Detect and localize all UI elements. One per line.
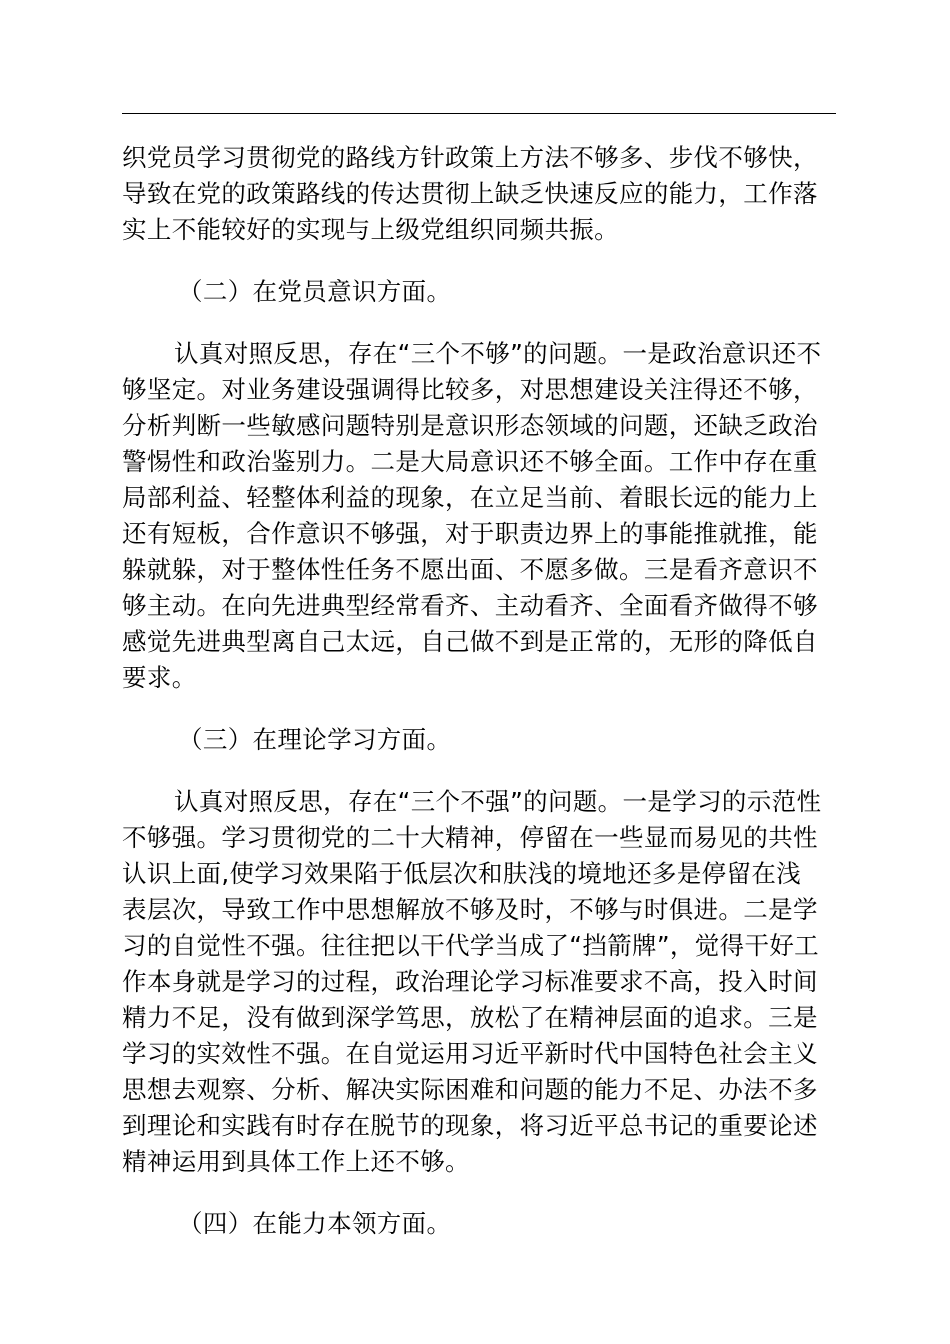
text-line: 导致在党的政策路线的传达贯彻上缺乏快速反应的能力，工作落 — [122, 179, 818, 208]
section-heading-2 — [122, 274, 838, 310]
section-heading-3 — [122, 722, 838, 758]
text-line: 躲就躲，对于整体性任务不愿出面、不愿多做。三是看齐意识不 — [122, 555, 818, 584]
text-line: 习的自觉性不强。往往把以干代学当成了“挡箭牌”，觉得干好工 — [122, 931, 820, 960]
text-line: 感觉先进典型离自己太远，自己做不到是正常的，无形的降低自 — [122, 627, 818, 656]
text-line: 分析判断一些敏感问题特别是意识形态领域的问题，还缺乏政治 — [122, 411, 818, 440]
text-line: 精神运用到具体工作上还不够。 — [122, 1147, 470, 1176]
text-line: 还有短板，合作意识不够强，对于职责边界上的事能推就推，能 — [122, 519, 818, 548]
text-line: 够坚定。对业务建设强调得比较多，对思想建设关注得还不够， — [122, 375, 818, 404]
text-line: 织党员学习贯彻党的路线方针政策上方法不够多、步伐不够快， — [122, 143, 818, 172]
text-line: 认真对照反思，存在“三个不强”的问题。一是学习的示范性 — [174, 787, 822, 816]
text-line: 警惕性和政治鉴别力。二是大局意识还不够全面。工作中存在重 — [122, 447, 818, 476]
paragraph-party-awareness — [122, 336, 838, 696]
section-heading-4 — [122, 1206, 838, 1242]
heading-text: （四）在能力本领方面。 — [178, 1209, 452, 1238]
text-line: 学习的实效性不强。在自觉运用习近平新时代中国特色社会主义 — [122, 1039, 818, 1068]
text-line: 实上不能较好的实现与上级党组织同频共振。 — [122, 215, 619, 244]
paragraph-continuation — [122, 140, 838, 248]
text-line: 够主动。在向先进典型经常看齐、主动看齐、全面看齐做得不够 — [122, 591, 818, 620]
text-line: 要求。 — [122, 663, 197, 692]
text-line: 不够强。学习贯彻党的二十大精神，停留在一些显而易见的共性 — [122, 823, 818, 852]
text-line: 局部利益、轻整体利益的现象，在立足当前、着眼长远的能力上 — [122, 483, 818, 512]
text-line: 到理论和实践有时存在脱节的现象，将习近平总书记的重要论述 — [122, 1111, 818, 1140]
paragraph-theory-study — [122, 784, 838, 1180]
text-line: 作本身就是学习的过程，政治理论学习标准要求不高，投入时间 — [122, 967, 818, 996]
heading-text: （二）在党员意识方面。 — [178, 277, 452, 306]
header-rule — [122, 113, 836, 114]
text-line: 认真对照反思，存在“三个不够”的问题。一是政治意识还不 — [174, 339, 822, 368]
text-line: 认识上面,使学习效果陷于低层次和肤浅的境地还多是停留在浅 — [122, 859, 802, 888]
text-line: 精力不足，没有做到深学笃思，放松了在精神层面的追求。三是 — [122, 1003, 818, 1032]
text-line: 思想去观察、分析、解决实际困难和问题的能力不足、办法不多 — [122, 1075, 818, 1104]
document-body — [122, 140, 838, 1242]
heading-text: （三）在理论学习方面。 — [178, 725, 452, 754]
text-line: 表层次，导致工作中思想解放不够及时，不够与时俱进。二是学 — [122, 895, 818, 924]
